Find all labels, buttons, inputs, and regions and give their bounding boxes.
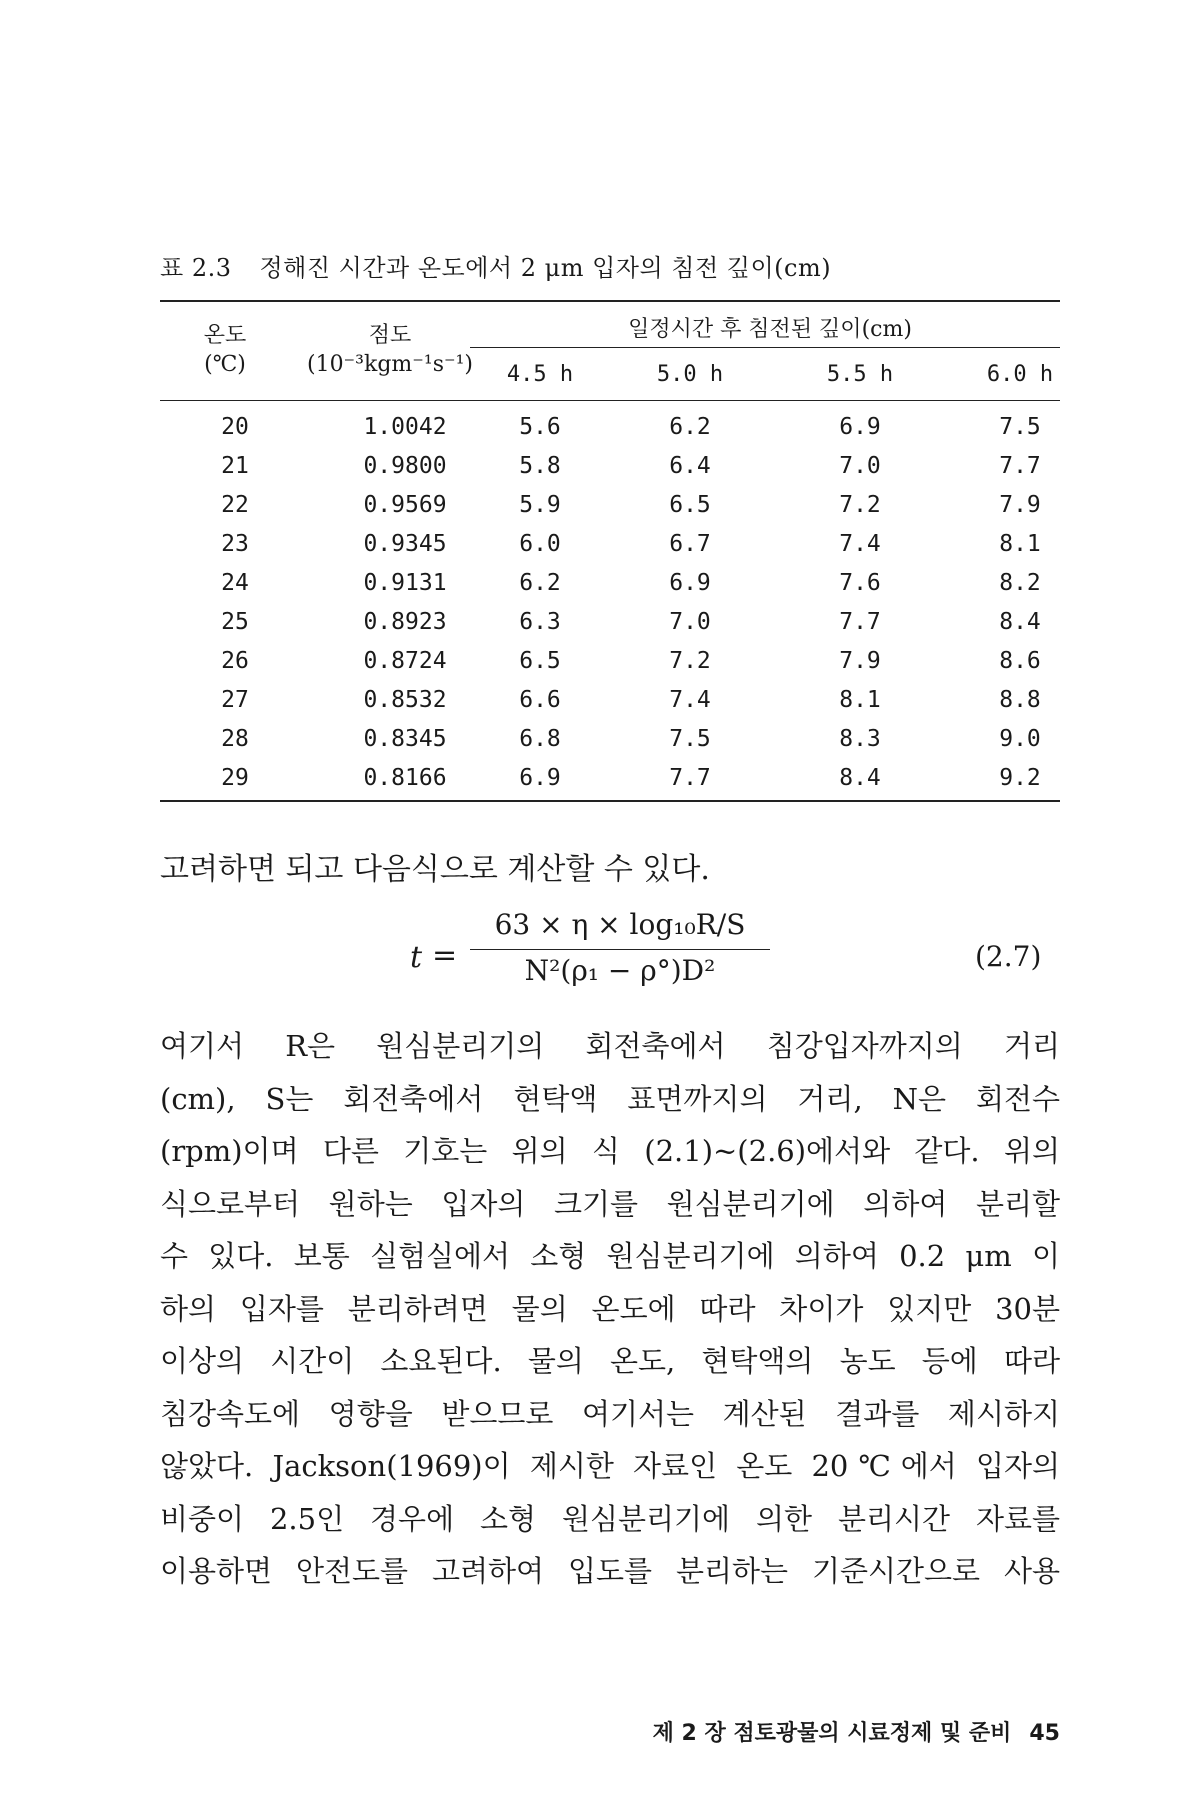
cell-depth-6-0h: 8.4 [999, 609, 1041, 635]
cell-depth-5-0h: 6.4 [669, 453, 711, 479]
cell-temp: 21 [221, 453, 249, 479]
table-header-rule [160, 400, 1060, 401]
table-group-rule [470, 347, 1060, 348]
header-time-2: 5.0 h [656, 362, 724, 387]
cell-depth-5-5h: 7.7 [839, 609, 881, 635]
paragraph-line: 이용하면 안전도를 고려하여 입도를 분리하는 기준시간으로 사용 [160, 1554, 1060, 1588]
intro-sentence: 고려하면 되고 다음식으로 계산할 수 있다. [160, 852, 710, 887]
paragraph-line: (cm), S는 회전축에서 현탁액 표면까지의 거리, N은 회전수 [160, 1081, 1060, 1116]
cell-depth-5-0h: 6.2 [669, 414, 711, 440]
table-body [160, 412, 1060, 802]
cell-depth-5-0h: 7.7 [669, 765, 711, 791]
cell-temp: 20 [221, 414, 249, 440]
running-footer-chapter: 제 2 장 점토광물의 시료정제 및 준비 [652, 1721, 1012, 1746]
cell-depth-5-5h: 7.0 [839, 453, 881, 479]
cell-viscosity: 0.9800 [363, 453, 447, 479]
table-row [160, 724, 1060, 763]
header-visc-unit: (10⁻³kgm⁻¹s⁻¹) [306, 352, 474, 377]
header-time-4: 6.0 h [986, 362, 1054, 387]
paragraph-line: 비중이 2.5인 경우에 소형 원심분리기에 의한 분리시간 자료를 [160, 1501, 1060, 1536]
cell-depth-6-0h: 9.2 [999, 765, 1041, 791]
header-group-label: 일정시간 후 침전된 깊이(cm) [628, 317, 912, 342]
cell-depth-5-0h: 6.9 [669, 570, 711, 596]
cell-depth-6-0h: 8.6 [999, 648, 1041, 674]
cell-viscosity: 0.8923 [363, 609, 447, 635]
table-caption [160, 248, 831, 283]
cell-viscosity: 0.8166 [363, 765, 447, 791]
cell-temp: 25 [221, 609, 249, 635]
cell-temp: 26 [221, 648, 249, 674]
paragraph-line: 여기서 R은 원심분리기의 회전축에서 침강입자까지의 거리 [160, 1029, 1060, 1063]
table-row [160, 451, 1060, 490]
table-row [160, 607, 1060, 646]
cell-depth-4-5h: 5.6 [519, 414, 561, 440]
header-temp-unit: (℃) [204, 352, 246, 377]
cell-depth-4-5h: 6.8 [519, 726, 561, 752]
cell-depth-6-0h: 8.2 [999, 570, 1041, 596]
table-top-rule [160, 300, 1060, 302]
cell-depth-4-5h: 6.0 [519, 531, 561, 557]
cell-temp: 27 [221, 687, 249, 713]
cell-temp: 22 [221, 492, 249, 518]
equation-number: (2.7) [975, 940, 1042, 973]
cell-temp: 23 [221, 531, 249, 557]
cell-viscosity: 0.9345 [363, 531, 447, 557]
cell-depth-5-5h: 8.4 [839, 765, 881, 791]
cell-depth-6-0h: 7.9 [999, 492, 1041, 518]
cell-temp: 29 [221, 765, 249, 791]
cell-depth-6-0h: 7.5 [999, 414, 1041, 440]
cell-depth-5-5h: 8.3 [839, 726, 881, 752]
paragraph-line: 수 있다. 보통 실험실에서 소형 원심분리기에 의하여 0.2 μm 이 [160, 1239, 1060, 1273]
page-number: 45 [1029, 1721, 1060, 1746]
cell-depth-5-5h: 7.6 [839, 570, 881, 596]
paragraph-line: (rpm)이며 다른 기호는 위의 식 (2.1)~(2.6)에서와 같다. 위의 [160, 1134, 1060, 1168]
header-time-1: 4.5 h [506, 362, 574, 387]
equation-lhs: t [410, 940, 423, 975]
table-row [160, 412, 1060, 451]
header-visc-label: 점도 [368, 323, 412, 348]
cell-depth-5-5h: 7.4 [839, 531, 881, 557]
cell-viscosity: 0.8532 [363, 687, 447, 713]
cell-depth-5-0h: 7.2 [669, 648, 711, 674]
paragraph-line: 않았다. Jackson(1969)이 제시한 자료인 온도 20℃에서 입자의 [160, 1449, 1060, 1483]
cell-depth-4-5h: 5.9 [519, 492, 561, 518]
cell-depth-4-5h: 6.9 [519, 765, 561, 791]
cell-depth-5-5h: 7.9 [839, 648, 881, 674]
header-temp-label: 온도 [203, 323, 247, 348]
equation-numerator: 63 × η × log₁₀R/S [494, 908, 746, 941]
cell-depth-6-0h: 8.8 [999, 687, 1041, 713]
cell-depth-5-5h: 8.1 [839, 687, 881, 713]
cell-depth-5-0h: 6.7 [669, 531, 711, 557]
cell-depth-5-0h: 6.5 [669, 492, 711, 518]
page-footer [560, 1716, 1060, 1747]
fraction-bar [470, 949, 770, 950]
cell-depth-5-0h: 7.4 [669, 687, 711, 713]
cell-depth-5-5h: 7.2 [839, 492, 881, 518]
table-row [160, 490, 1060, 529]
cell-depth-4-5h: 6.6 [519, 687, 561, 713]
header-time-3: 5.5 h [826, 362, 894, 387]
body-paragraph [160, 1020, 1060, 1598]
paragraph-line: 하의 입자를 분리하려면 물의 온도에 따라 차이가 있지만 30분 [160, 1291, 1060, 1326]
cell-depth-4-5h: 6.3 [519, 609, 561, 635]
cell-viscosity: 0.9569 [363, 492, 447, 518]
cell-depth-6-0h: 9.0 [999, 726, 1041, 752]
cell-depth-4-5h: 6.2 [519, 570, 561, 596]
cell-viscosity: 0.9131 [363, 570, 447, 596]
table-row [160, 568, 1060, 607]
cell-depth-5-0h: 7.0 [669, 609, 711, 635]
equation-equals: = [432, 938, 458, 973]
table-row [160, 646, 1060, 685]
cell-depth-5-5h: 6.9 [839, 414, 881, 440]
cell-depth-6-0h: 7.7 [999, 453, 1041, 479]
paragraph-line: 이상의 시간이 소요된다. 물의 온도, 현탁액의 농도 등에 따라 [160, 1344, 1060, 1378]
paragraph-line: 침강속도에 영향을 받으므로 여기서는 계산된 결과를 제시하지 [160, 1396, 1060, 1431]
cell-depth-5-0h: 7.5 [669, 726, 711, 752]
table-row [160, 685, 1060, 724]
cell-viscosity: 1.0042 [363, 414, 447, 440]
paragraph-line: 식으로부터 원하는 입자의 크기를 원심분리기에 의하여 분리할 [160, 1186, 1060, 1221]
equation-denominator: N²(ρ₁ − ρ°)D² [524, 954, 716, 987]
cell-viscosity: 0.8724 [363, 648, 447, 674]
cell-depth-6-0h: 8.1 [999, 531, 1041, 557]
table-caption-number: 표 2.3 [160, 254, 232, 282]
cell-temp: 28 [221, 726, 249, 752]
table-row [160, 529, 1060, 568]
table-row [160, 763, 1060, 802]
table-caption-text: 정해진 시간과 온도에서 2 μm 입자의 침전 깊이(cm) [259, 254, 832, 282]
equation [410, 908, 810, 1008]
cell-viscosity: 0.8345 [363, 726, 447, 752]
cell-depth-4-5h: 5.8 [519, 453, 561, 479]
cell-temp: 24 [221, 570, 249, 596]
cell-depth-4-5h: 6.5 [519, 648, 561, 674]
